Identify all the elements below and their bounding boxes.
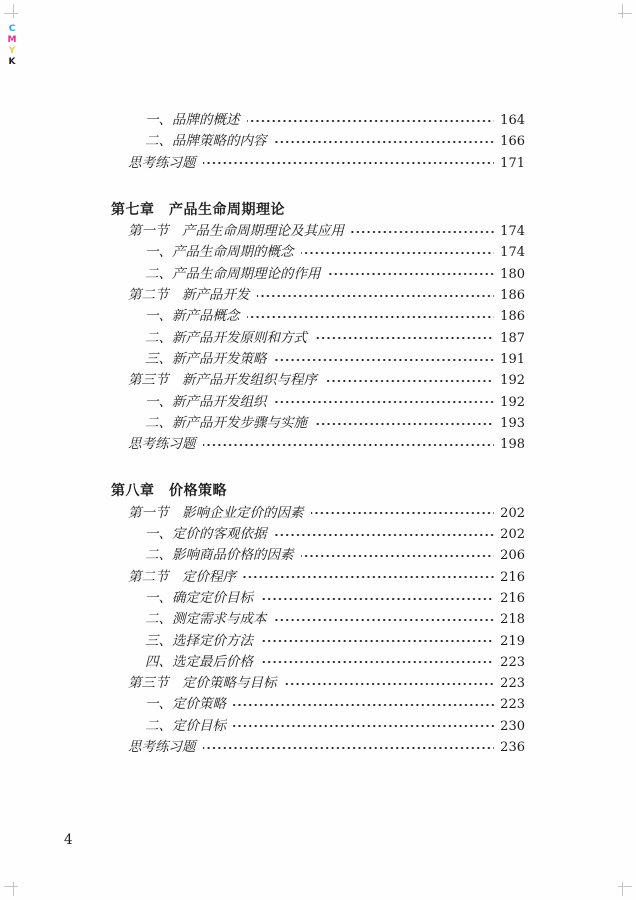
toc-entry-page: 202	[500, 505, 525, 521]
dot-leader	[301, 248, 495, 258]
toc-entry-title: 二、新产品开发原则和方式	[145, 329, 307, 346]
dot-leader	[260, 657, 494, 667]
toc-entry-page: 193	[500, 415, 525, 431]
toc-entry-item	[111, 631, 525, 652]
toc-entry-title: 第八章 价格策略	[111, 483, 227, 500]
toc-entry-page: 236	[500, 740, 525, 756]
toc-entry-page: 223	[500, 654, 525, 670]
toc-entry-page: 198	[500, 437, 525, 453]
toc-entry-title: 二、影响商品价格的因素	[145, 547, 294, 564]
toc-entry-title: 四、选定最后价格	[145, 653, 253, 670]
toc-entry-title: 二、新产品开发步骤与实施	[145, 414, 307, 431]
toc-entry-title: 二、定价目标	[145, 717, 226, 734]
toc-entry-title: 一、定价策略	[145, 696, 226, 713]
toc-entry-section	[111, 285, 525, 306]
toc-entry-title: 一、定价的客观依据	[145, 526, 267, 543]
dot-leader	[351, 227, 494, 237]
toc-entry-item	[111, 349, 525, 370]
toc-entry-exercise	[111, 737, 525, 758]
toc-entry-page: 223	[500, 676, 525, 692]
toc-entry-page: 164	[500, 113, 525, 128]
toc-entry-item	[111, 328, 525, 349]
toc-entry-page: 216	[500, 569, 525, 585]
toc-entry-title: 三、选择定价方法	[145, 632, 253, 649]
dot-leader	[203, 440, 495, 450]
toc-entry-section	[111, 221, 525, 242]
toc-entry-item	[111, 306, 525, 327]
toc-entry-title: 第二节 新产品开发	[128, 287, 250, 304]
registration-letter-m: M	[7, 35, 17, 45]
toc-entry-page: 216	[500, 590, 525, 606]
registration-letter-y: Y	[8, 46, 16, 56]
crop-mark-top-right-h	[618, 13, 632, 14]
toc-entry-page: 186	[500, 309, 525, 325]
dot-leader	[284, 679, 495, 689]
toc-entry-item	[111, 524, 525, 545]
dot-leader	[243, 572, 494, 582]
crop-mark-top-left-v	[13, 4, 14, 18]
toc-entry-title: 一、产品生命周期的概念	[145, 244, 294, 261]
toc-entry-title: 二、产品生命周期理论的作用	[145, 265, 321, 282]
toc-entry-title: 第二节 定价程序	[128, 568, 236, 585]
toc-entry-item	[111, 264, 525, 285]
toc-entry-item	[111, 131, 525, 152]
toc-entry-page: 206	[500, 548, 525, 564]
toc-entry-page: 218	[500, 612, 525, 628]
toc-entry-title: 三、新产品开发策略	[145, 350, 267, 367]
dot-leader	[247, 116, 495, 126]
toc-entry-title: 第一节 影响企业定价的因素	[128, 504, 304, 521]
toc-entry-item	[111, 413, 525, 434]
toc-entry-title: 一、新产品开发组织	[145, 393, 267, 410]
toc-entry-page: 174	[500, 224, 525, 240]
registration-letter-k: K	[8, 57, 16, 67]
crop-mark-bottom-left-h	[4, 886, 18, 887]
toc-entry-title: 二、品牌策略的内容	[145, 133, 267, 150]
toc-entry-page: 219	[500, 633, 525, 649]
toc-entry-exercise	[111, 153, 525, 174]
toc-entry-section	[111, 503, 525, 524]
toc-entry-title: 第一节 产品生命周期理论及其应用	[128, 223, 344, 240]
crop-mark-top-left-h	[4, 13, 18, 14]
toc-entry-title: 思考练习题	[128, 739, 196, 756]
toc-entry-page: 187	[500, 330, 525, 346]
dot-leader	[274, 615, 495, 625]
dot-leader	[203, 158, 495, 168]
toc-entry-title: 第三节 新产品开发组织与程序	[128, 372, 317, 389]
toc-entry-page: 223	[500, 697, 525, 713]
toc-entry-page: 180	[500, 266, 525, 282]
toc-entry-page: 191	[500, 351, 525, 367]
toc-entry-section	[111, 370, 525, 391]
toc-entry-page: 166	[500, 134, 525, 150]
toc-entry-page: 171	[500, 155, 525, 171]
dot-leader	[233, 721, 494, 731]
toc-entry-page: 186	[500, 288, 525, 304]
dot-leader	[314, 419, 494, 429]
page-number: 4	[64, 832, 73, 848]
toc-entry-item	[111, 110, 525, 131]
toc-entry-item	[111, 652, 525, 673]
toc-entry-section	[111, 673, 525, 694]
toc-entry-title: 思考练习题	[128, 154, 196, 171]
dot-leader	[274, 397, 495, 407]
toc-entry-title: 二、测定需求与成本	[145, 611, 267, 628]
toc-list	[111, 110, 525, 758]
crop-mark-top-right-v	[622, 4, 623, 18]
dot-leader	[314, 333, 494, 343]
toc-entry-item	[111, 694, 525, 715]
toc-entry-title: 思考练习题	[128, 436, 196, 453]
dot-leader	[274, 530, 495, 540]
dot-leader	[324, 376, 494, 386]
registration-marks	[6, 24, 18, 68]
toc-entry-title: 第七章 产品生命周期理论	[111, 201, 285, 218]
toc-entry-item	[111, 545, 525, 566]
dot-leader	[260, 636, 494, 646]
dot-leader	[260, 594, 494, 604]
crop-mark-bottom-right-v	[622, 882, 623, 896]
toc-entry-item	[111, 242, 525, 263]
crop-mark-bottom-left-v	[13, 882, 14, 896]
toc-entry-page: 230	[500, 718, 525, 734]
crop-mark-bottom-right-h	[618, 886, 632, 887]
registration-letter-c: C	[8, 24, 16, 34]
dot-leader	[247, 312, 495, 322]
toc-entry-page: 192	[500, 394, 525, 410]
toc-entry-item	[111, 716, 525, 737]
toc-entry-chapter	[111, 481, 525, 502]
dot-leader	[233, 700, 494, 710]
toc-entry-page: 174	[500, 245, 525, 261]
toc-entry-item	[111, 609, 525, 630]
toc-entry-title: 一、品牌的概述	[145, 112, 240, 128]
dot-leader	[203, 743, 495, 753]
dot-leader	[311, 508, 495, 518]
dot-leader	[274, 137, 495, 147]
dot-leader	[274, 355, 495, 365]
toc-entry-page: 202	[500, 527, 525, 543]
toc-entry-item	[111, 588, 525, 609]
toc-entry-section	[111, 567, 525, 588]
toc-entry-chapter	[111, 200, 525, 221]
toc-entry-page: 192	[500, 373, 525, 389]
toc-entry-exercise	[111, 434, 525, 455]
dot-leader	[301, 551, 495, 561]
dot-leader	[328, 269, 495, 279]
toc-entry-title: 一、新产品概念	[145, 308, 240, 325]
toc-entry-item	[111, 392, 525, 413]
toc-entry-title: 一、确定定价目标	[145, 589, 253, 606]
dot-leader	[257, 291, 495, 301]
toc-entry-title: 第三节 定价策略与目标	[128, 675, 277, 692]
